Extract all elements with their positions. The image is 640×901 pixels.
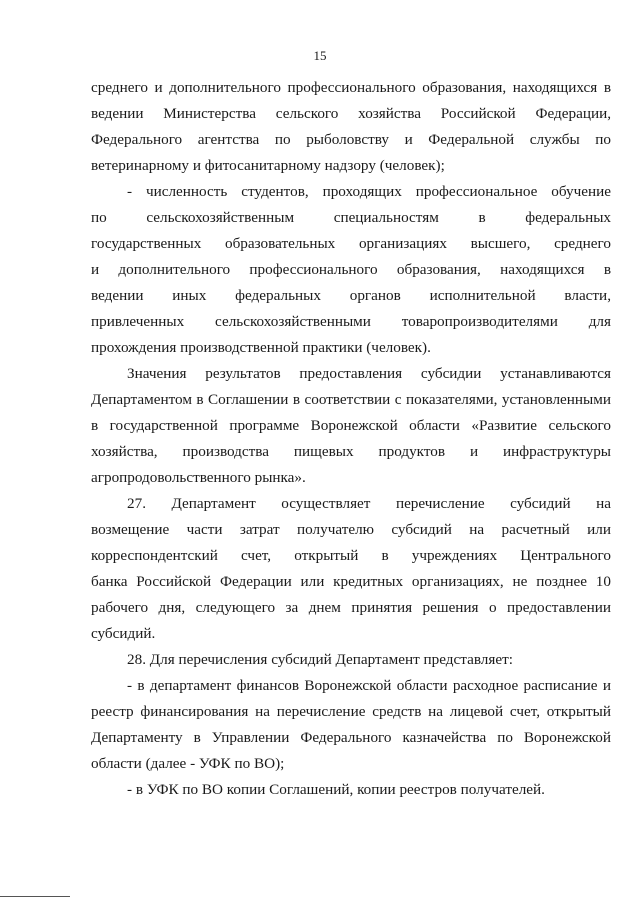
text-line: реестр финансирования на перечисление средств на лицевой счет, открытый [91, 703, 611, 720]
text-line: государственных образовательных организациях высшего, среднего [91, 235, 611, 252]
text-line: корреспондентский счет, открытый в учреждениях Центрального [91, 547, 611, 564]
text-line: 27. Департамент осуществляет перечисление субсидий на [127, 495, 611, 512]
text-line: - в УФК по ВО копии Соглашений, копии реестров получателей. [127, 781, 545, 798]
text-line: рабочего дня, следующего за днем принятия решения о предоставлении [91, 599, 611, 616]
text-line: Значения результатов предоставления субсидии устанавливаются [127, 365, 611, 382]
text-line: и дополнительного профессионального образования, находящихся в [91, 261, 611, 278]
footer-divider [0, 896, 70, 897]
text-line: ведении Министерства сельского хозяйства Российской Федерации, [91, 105, 611, 122]
text-line: Департаменту в Управлении Федерального казначейства по Воронежской [91, 729, 611, 746]
text-line: области (далее - УФК по ВО); [91, 755, 285, 772]
text-line: 28. Для перечисления субсидий Департамент представляет: [127, 651, 513, 668]
text-line: по сельскохозяйственным специальностям в федеральных [91, 209, 611, 226]
text-line: привлеченных сельскохозяйственными товаропроизводителями для [91, 313, 611, 330]
text-line: субсидий. [91, 625, 156, 642]
text-line: среднего и дополнительного профессионального образования, находящихся в [91, 79, 611, 96]
text-line: в государственной программе Воронежской области «Развитие сельского [91, 417, 611, 434]
text-line: Департаментом в Соглашении в соответствии с показателями, установленными [91, 391, 611, 408]
text-line: - в департамент финансов Воронежской области расходное расписание и [127, 677, 611, 694]
text-line: прохождения производственной практики (человек). [91, 339, 431, 356]
text-line: агропродовольственного рынка». [91, 469, 306, 486]
text-line: - численность студентов, проходящих профессиональное обучение [127, 183, 611, 200]
text-line: ветеринарному и фитосанитарному надзору (человек); [91, 157, 445, 174]
text-line: Федерального агентства по рыболовству и Федеральной службы по [91, 131, 611, 148]
text-line: ведении иных федеральных органов исполнительной власти, [91, 287, 611, 304]
document-body [91, 75, 611, 803]
text-line: возмещение части затрат получателю субсидий на расчетный или [91, 521, 611, 538]
text-line: хозяйства, производства пищевых продуктов и инфраструктуры [91, 443, 611, 460]
text-line: банка Российской Федерации или кредитных организациях, не позднее 10 [91, 573, 611, 590]
page-number: 15 [313, 48, 327, 63]
